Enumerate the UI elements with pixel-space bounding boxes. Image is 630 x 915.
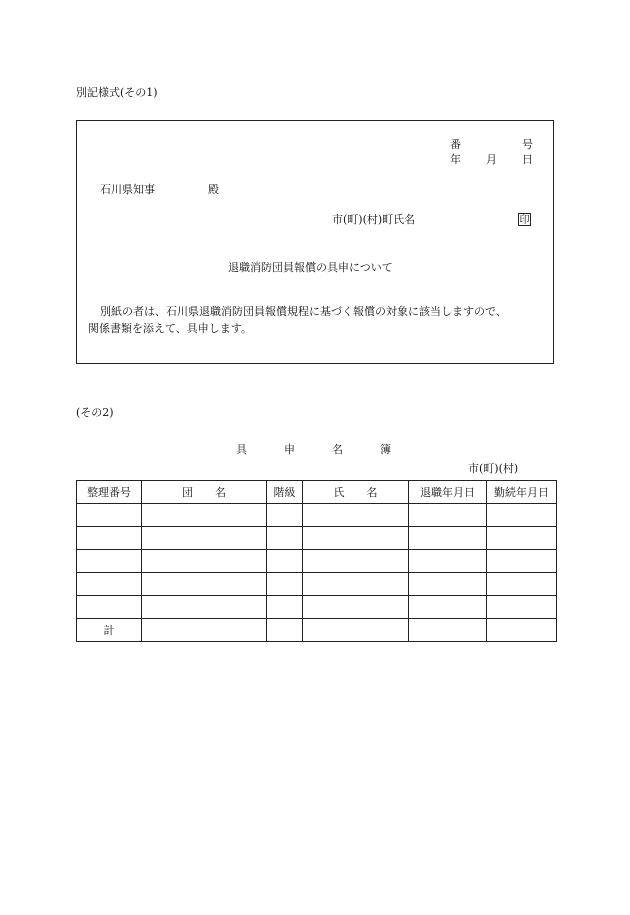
municipality-label: 市(町)(村)	[468, 462, 519, 475]
number-label-a: 番	[450, 138, 461, 151]
roster-table	[76, 480, 557, 642]
sender-label: 市(町)(村)町氏名	[332, 213, 416, 226]
body-line-2: 関係書類を添えて、具申します。	[88, 322, 252, 335]
total-label: 計	[77, 619, 142, 642]
table-header-row	[77, 481, 557, 504]
col-header-dan-mei: 団 名	[142, 481, 267, 504]
table-row	[77, 596, 557, 619]
table-row	[77, 504, 557, 527]
col-header-seiri-bango: 整理番号	[77, 481, 142, 504]
heading-char-4: 簿	[380, 443, 391, 456]
heading-char-2: 申	[284, 443, 295, 456]
date-day: 日	[522, 153, 533, 166]
col-header-taishoku-date: 退職年月日	[409, 481, 487, 504]
heading-char-1: 具	[236, 443, 247, 456]
body-line-1: 別紙の者は、石川県退職消防団員報償規程に基づく報償の対象に該当しますので、	[100, 305, 507, 318]
table-total-row	[77, 619, 557, 642]
number-label-b: 号	[522, 138, 533, 151]
form1-title: 別記様式(その1)	[76, 86, 158, 99]
col-header-kinzoku-date: 勤続年月日	[487, 481, 557, 504]
seal-mark: 印	[519, 215, 530, 226]
col-header-kaikyu: 階級	[267, 481, 303, 504]
table-row	[77, 550, 557, 573]
addressee: 石川県知事	[100, 183, 155, 196]
heading-char-3: 名	[332, 443, 343, 456]
table-row	[77, 573, 557, 596]
subject-line: 退職消防団員報償の具申について	[228, 261, 393, 274]
date-year: 年	[450, 153, 461, 166]
table-row	[77, 527, 557, 550]
form2-title: (その2)	[76, 406, 114, 419]
date-month: 月	[486, 153, 497, 166]
honorific: 殿	[208, 183, 219, 196]
col-header-shimei: 氏 名	[303, 481, 409, 504]
